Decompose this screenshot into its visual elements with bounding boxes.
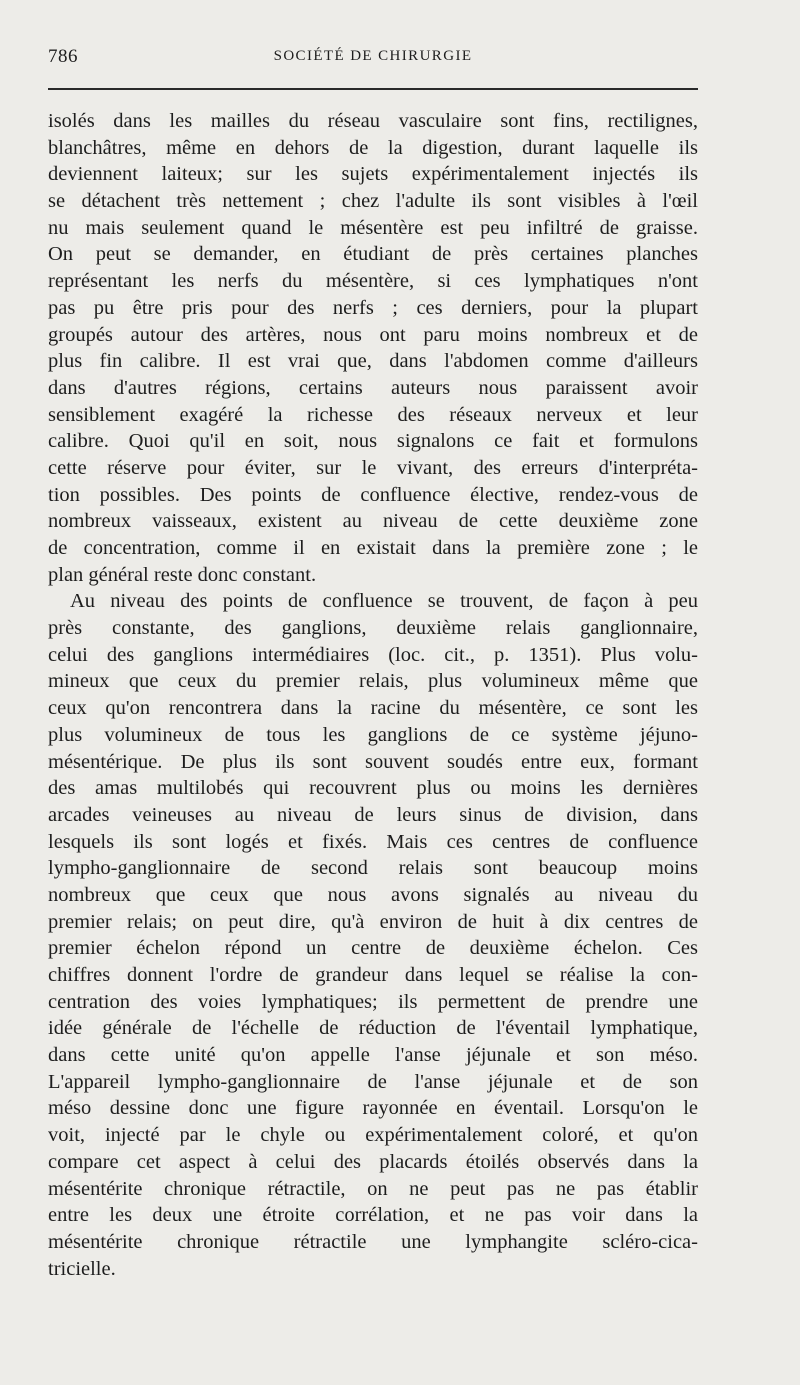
text-line: idée générale de l'échelle de réduction de l'éventail lymphatique, [48, 1017, 698, 1040]
text-line: centration des voies lymphatiques; ils permettent de prendre une [48, 990, 698, 1013]
text-line: entre les deux une étroite corrélation, et ne pas voir dans la [48, 1204, 698, 1227]
text-line: premier échelon répond un centre de deuxième échelon. Ces [48, 937, 698, 960]
text-line: L'appareil lympho-ganglionnaire de l'anse jéjunale et de son [48, 1070, 698, 1093]
text-line: se détachent très nettement ; chez l'adulte ils sont visibles à l'œil [48, 190, 698, 213]
text-line: nombreux que ceux que nous avons signalés au niveau du [48, 883, 698, 906]
text-line: mésentérite chronique rétractile, on ne peut pas ne pas établir [48, 1177, 698, 1200]
text-line: lympho-ganglionnaire de second relais sont beaucoup moins [48, 857, 698, 880]
text-line: cette réserve pour éviter, sur le vivant, des erreurs d'interpréta- [48, 456, 698, 479]
text-line: près constante, des ganglions, deuxième relais ganglionnaire, [48, 617, 698, 640]
text-line: mésentérique. De plus ils sont souvent soudés entre eux, formant [48, 750, 698, 773]
text-line: compare cet aspect à celui des placards étoilés observés dans la [48, 1150, 698, 1173]
text-line: chiffres donnent l'ordre de grandeur dans lequel se réalise la con- [48, 964, 698, 986]
text-line: lesquels ils sont logés et fixés. Mais ces centres de confluence [48, 830, 698, 853]
text-line: méso dessine donc une figure rayonnée en éventail. Lorsqu'on le [48, 1097, 698, 1120]
text-line: isolés dans les mailles du réseau vasculaire sont fins, rectilignes, [48, 110, 698, 132]
text-line: plus fin calibre. Il est vrai que, dans l'abdomen comme d'ailleurs [48, 350, 698, 373]
text-line: celui des ganglions intermédiaires (loc. cit., p. 1351). Plus volu- [48, 643, 698, 666]
running-head: SOCIÉTÉ DE CHIRURGIE [273, 48, 473, 64]
text-line: deviennent laiteux; sur les sujets expérimentalement injectés ils [48, 163, 698, 186]
page-number: 786 [48, 46, 78, 67]
text-line: tion possibles. Des points de confluence élective, rendez-vous de [48, 483, 698, 506]
body-text [48, 108, 698, 1282]
text-line: calibre. Quoi qu'il en soit, nous signalons ce fait et formulons [48, 430, 698, 453]
text-line: dans d'autres régions, certains auteurs nous paraissent avoir [48, 376, 698, 399]
text-line: On peut se demander, en étudiant de près certaines planches [48, 243, 698, 266]
text-line: sensiblement exagéré la richesse des réseaux nerveux et leur [48, 403, 698, 426]
text-line: mineux que ceux du premier relais, plus volumineux même que [48, 670, 698, 693]
text-line: blanchâtres, même en dehors de la digestion, durant laquelle ils [48, 136, 698, 159]
text-line: tricielle. [48, 1257, 116, 1280]
text-line: des amas multilobés qui recouvrent plus ou moins les dernières [48, 777, 698, 800]
text-line: nombreux vaisseaux, existent au niveau de cette deuxième zone [48, 510, 698, 533]
text-line: groupés autour des artères, nous ont paru moins nombreux et de [48, 323, 698, 346]
text-line: premier relais; on peut dire, qu'à environ de huit à dix centres de [48, 910, 698, 933]
text-line: mésentérite chronique rétractile une lymphangite scléro-cica- [48, 1230, 698, 1253]
header-rule [48, 88, 698, 90]
text-line: plan général reste donc constant. [48, 563, 317, 586]
text-line: dans cette unité qu'on appelle l'anse jéjunale et son méso. [48, 1044, 698, 1067]
page-header [48, 46, 698, 72]
text-line: arcades veineuses au niveau de leurs sinus de division, dans [48, 803, 698, 826]
text-line: représentant les nerfs du mésentère, si ces lymphatiques n'ont [48, 270, 698, 293]
text-line: nu mais seulement quand le mésentère est peu infiltré de graisse. [48, 216, 698, 239]
text-line: plus volumineux de tous les ganglions de ce système jéjuno- [48, 723, 698, 746]
text-line: Au niveau des points de confluence se trouvent, de façon à peu [70, 590, 698, 613]
text-line: pas pu être pris pour des nerfs ; ces derniers, pour la plupart [48, 296, 698, 319]
text-line: ceux qu'on rencontrera dans la racine du mésentère, ce sont les [48, 697, 698, 720]
text-line: voit, injecté par le chyle ou expérimentalement coloré, et qu'on [48, 1124, 698, 1147]
text-line: de concentration, comme il en existait dans la première zone ; le [48, 537, 698, 559]
